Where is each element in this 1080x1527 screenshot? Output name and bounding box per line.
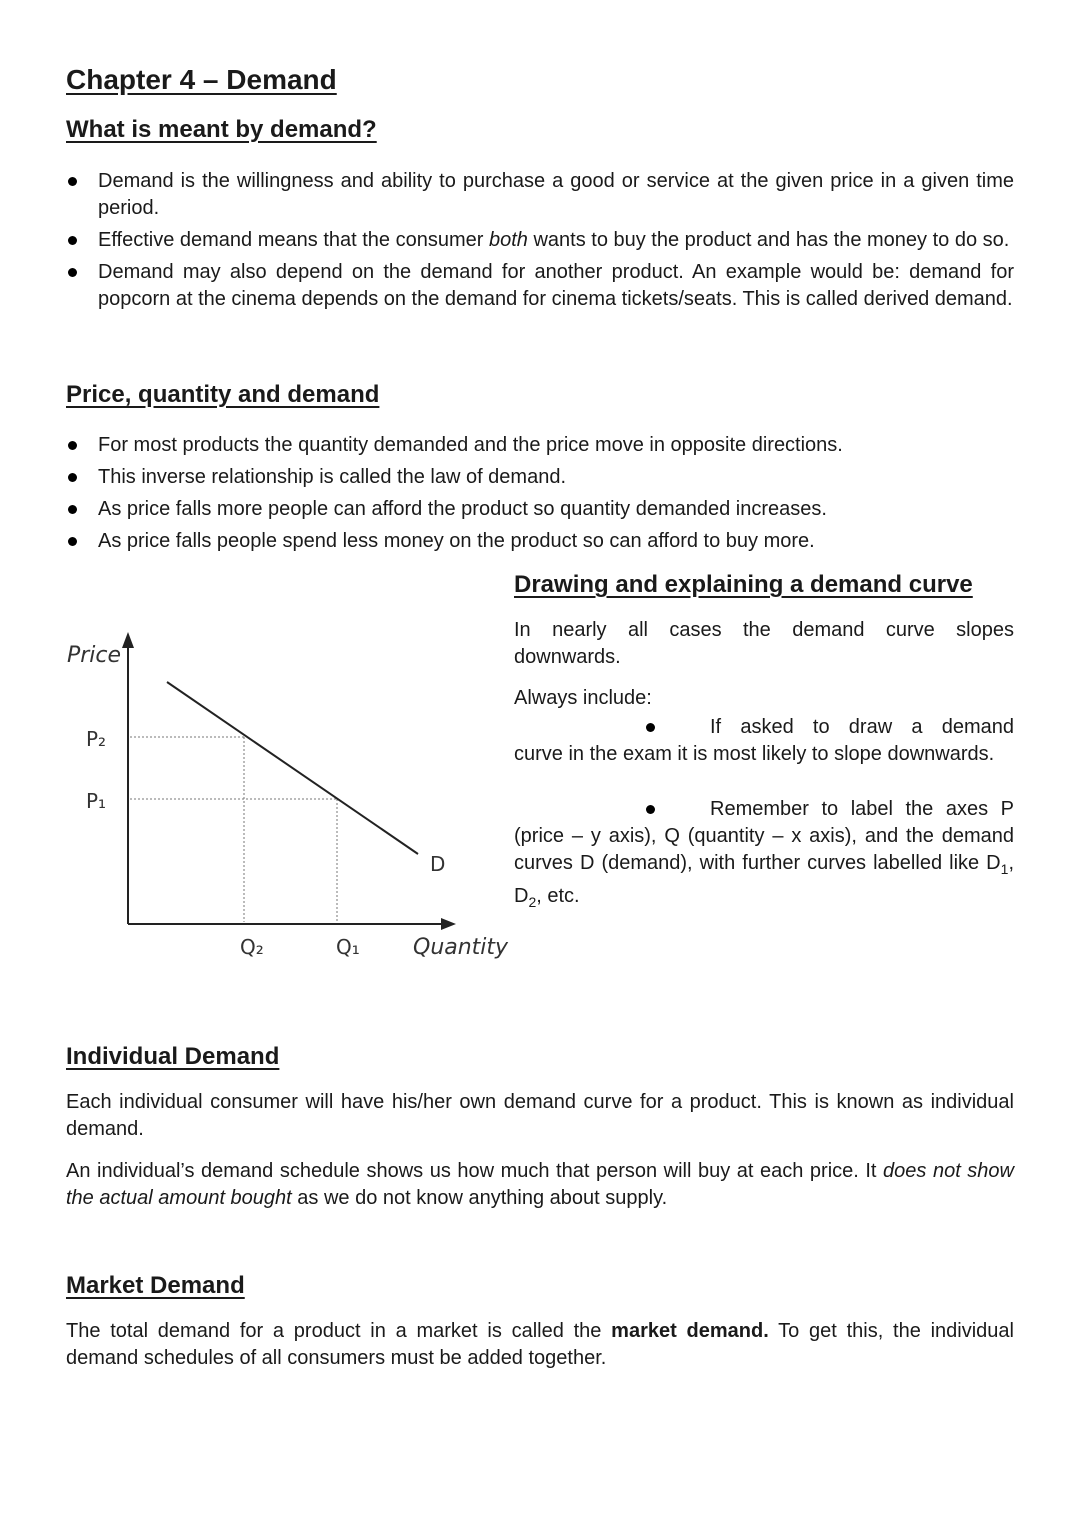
heading-individual-demand: Individual Demand [66,1043,280,1070]
heading-demand-curve: Drawing and explaining a demand curve [514,571,973,598]
curve-label-d: D [430,852,446,876]
list-item: This inverse relationship is called the law of demand. [66,464,1014,491]
x-tick-q1: Q₁ [336,935,360,959]
chapter-title: Chapter 4 – Demand [66,64,337,95]
heading-price-quantity: Price, quantity and demand [66,381,380,408]
list-item: Demand may also depend on the demand for another product. An example would be: demand for popcorn at the cinema depends on the demand for cinema tickets/seats. This is called derived demand. [66,259,1014,313]
y-tick-p2: P₂ [86,727,107,751]
list-item: As price falls more people can afford the product so quantity demanded increases. [66,496,1014,523]
x-tick-q2: Q₂ [240,935,264,959]
demand-curve-line [167,682,418,854]
x-axis-arrow [441,918,456,930]
y-tick-p1: P₁ [86,789,107,813]
list-item: As price falls people spend less money on the product so can afford to buy more. [66,528,1014,555]
curve-intro: In nearly all cases the demand curve slopes downwards. [514,619,1014,668]
point2-lead: Remember to label the axes P [710,798,1014,820]
y-axis-label: Price [67,643,122,668]
individual-p2: An individual’s demand schedule shows us how much that person will buy at each price. It does not show the actual amount bought as we do not know anything about supply. [66,1160,1014,1209]
list-item: Effective demand means that the consumer both wants to buy the product and has the money to do so. [66,227,1014,254]
individual-p1: Each individual consumer will have his/her own demand curve for a product. This is known as individual demand. [66,1091,1014,1140]
list-item: For most products the quantity demanded and the price move in opposite directions. [66,432,1014,459]
list-item: Demand is the willingness and ability to purchase a good or service at the given price in a given time period. [66,168,1014,222]
point2-rest: (price – y axis), Q (quantity – x axis), and the demand curves D (demand), with further curves labelled like $D_1$, $D_2$, etc. [514,825,1014,910]
x-axis-label: Quantity [413,935,509,960]
always-include: Always include: [514,687,652,709]
point1-rest: curve in the exam it is most likely to slope downwards. [514,743,995,765]
y-axis-arrow [122,632,134,648]
heading-what-is-demand: What is meant by demand? [66,116,377,143]
point1-lead: If asked to draw a demand [710,716,1014,738]
heading-market-demand: Market Demand [66,1272,245,1299]
market-paragraph: The total demand for a product in a market is called the market demand. To get this, the individual demand schedules of all consumers must be added together. [66,1320,1014,1369]
